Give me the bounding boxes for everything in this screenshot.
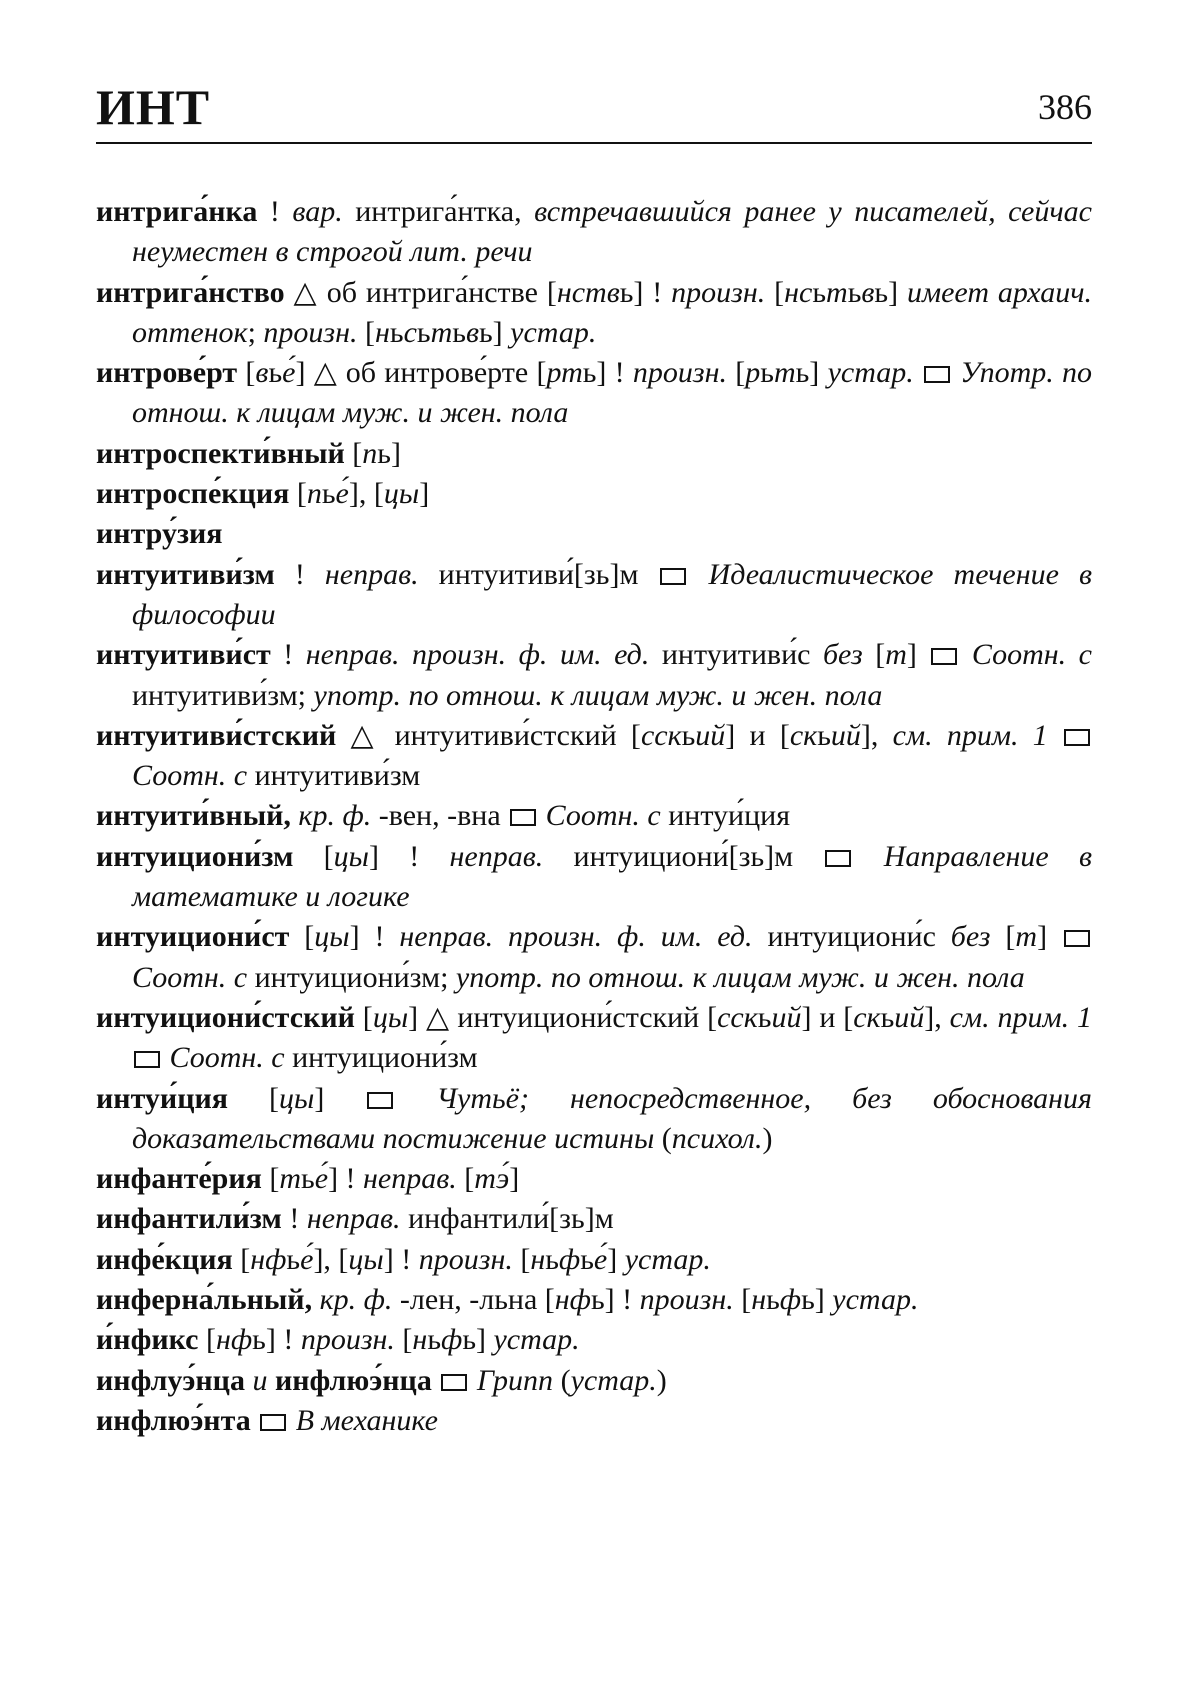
- italic-text: цы: [333, 839, 369, 873]
- definition-box-icon: [931, 648, 957, 665]
- entry-text: ]: [408, 1000, 427, 1034]
- dictionary-entry: [96, 1361, 1092, 1401]
- triangle-icon: △: [426, 1000, 458, 1034]
- entry-text: ] !: [383, 1242, 419, 1276]
- italic-text: цы: [279, 1081, 315, 1115]
- entry-text: [: [394, 1323, 413, 1357]
- entry-text: интуитиви́зм;: [132, 678, 314, 712]
- italic-text: т: [773, 356, 796, 390]
- headword: интуитиви́зм: [96, 557, 275, 591]
- italic-text: ий: [695, 718, 726, 752]
- definition-box-icon: [660, 568, 686, 585]
- definition-box-icon: [1064, 930, 1090, 947]
- entry-text: [432, 1364, 440, 1397]
- italic-text: устар.: [832, 1283, 919, 1317]
- entry-text: [: [765, 275, 785, 309]
- entry-text: [395, 1082, 436, 1115]
- entry-text: [959, 638, 972, 671]
- headword: и́нфикс: [96, 1323, 199, 1357]
- page-header: [96, 78, 1092, 144]
- definition-box-icon: [134, 1051, 160, 1068]
- entry-text: ], [: [313, 1242, 349, 1276]
- italic-text: н: [530, 1242, 546, 1276]
- entry-text: ь: [268, 356, 283, 390]
- entry-text: [: [237, 356, 256, 390]
- italic-text: нс: [784, 275, 813, 309]
- dictionary-entry: [96, 1199, 1092, 1239]
- entry-text: ь: [286, 1242, 301, 1276]
- entry-text: !: [270, 638, 306, 672]
- italic-text: е́: [335, 477, 349, 511]
- headword: интуитиви́стский: [96, 718, 337, 752]
- entry-text: ь: [452, 315, 466, 349]
- entry-text: !: [274, 557, 325, 591]
- entry-text: ь: [847, 275, 862, 309]
- dictionary-entry: [96, 796, 1092, 836]
- entry-text: [: [289, 477, 307, 511]
- italic-text: сск: [717, 1000, 758, 1034]
- entry-text: [: [228, 1081, 279, 1115]
- headword: инфе́кция: [96, 1242, 233, 1276]
- dictionary-entry: [96, 998, 1092, 1079]
- italic-text: е́: [282, 356, 296, 390]
- italic-text: произн.: [632, 356, 728, 390]
- italic-text: нф: [250, 1242, 287, 1276]
- italic-text: е́: [300, 1242, 314, 1276]
- page-number: 386: [1038, 87, 1092, 127]
- headword: интуитиви́ст: [96, 638, 271, 672]
- entry-text: ь: [580, 1242, 594, 1276]
- italic-text: п: [306, 477, 322, 511]
- italic-text: ск: [789, 718, 818, 752]
- italic-text: употр. по отнош. к лицам муж. и жен. пола: [313, 678, 883, 712]
- italic-text: произн.: [300, 1323, 395, 1357]
- headword: интроспе́кция: [96, 477, 290, 511]
- definition-box-icon: [260, 1414, 286, 1431]
- entry-text: интуициони́с: [752, 920, 951, 954]
- italic-text: ск: [853, 1000, 881, 1034]
- entry-text: [: [546, 275, 557, 309]
- italic-text: в: [255, 356, 269, 390]
- italic-text: Идеалистическое течение в философии: [132, 557, 1093, 631]
- italic-text: Направление в математике и логике: [132, 839, 1093, 914]
- entry-text: ь]: [462, 1323, 494, 1357]
- definition-box-icon: [924, 366, 950, 383]
- entry-text: ]: [1037, 920, 1062, 954]
- italic-text: ф: [779, 1283, 802, 1317]
- entry-text: ь] !: [590, 1283, 640, 1317]
- headword: интуициони́ст: [96, 920, 290, 954]
- triangle-icon: △: [336, 718, 395, 752]
- entry-text: [: [727, 356, 746, 390]
- italic-text: без: [822, 638, 863, 672]
- headword: интуициони́зм: [96, 839, 294, 873]
- entry-text: [: [354, 1000, 373, 1034]
- entry-text: интрига́нтка,: [342, 195, 535, 228]
- headword: интуи́ция: [96, 1081, 228, 1115]
- entry-text: [853, 840, 883, 873]
- italic-text: употр. по отнош. к лицам муж. и жен. пола: [455, 960, 1025, 994]
- entry-text: [: [289, 920, 315, 954]
- italic-text: с: [403, 315, 417, 349]
- entry-text: [312, 1283, 320, 1316]
- italic-text: произн.: [418, 1242, 513, 1276]
- entry-text: ]: [295, 356, 314, 390]
- italic-text: Чутьё; непосредственное, без обоснования доказательствами постижение истины: [132, 1081, 1092, 1155]
- definition-box-icon: [1064, 729, 1090, 746]
- entry-text: (: [654, 1121, 672, 1155]
- italic-text: Грипп: [476, 1363, 554, 1397]
- entry-text: ь: [321, 477, 336, 511]
- entry-text: ] и [: [725, 718, 790, 752]
- headword: интуити́вный,: [96, 799, 291, 833]
- italic-text: цы: [348, 1242, 384, 1276]
- triangle-icon: △: [313, 356, 346, 390]
- italic-text: рт: [546, 356, 583, 390]
- italic-text: психол.: [671, 1121, 763, 1155]
- entry-text: ь: [545, 1242, 559, 1276]
- italic-text: ф: [558, 1242, 581, 1276]
- headword: инфлуэ́нца: [96, 1363, 245, 1397]
- entry-text: [688, 558, 708, 591]
- entry-text: ь]: [874, 275, 907, 309]
- entry-list: [96, 192, 1092, 1441]
- entry-text: ь] !: [252, 1323, 301, 1357]
- entry-text: [288, 1404, 296, 1437]
- headword: интуициони́стский: [96, 1000, 355, 1034]
- italic-text: произн.: [671, 275, 766, 309]
- entry-text: ]: [906, 638, 930, 672]
- entry-text: ь: [681, 718, 696, 752]
- italic-text: Употр. по отнош. к лицам муж. и жен. пола: [132, 356, 1093, 430]
- dictionary-entry: [96, 1401, 1092, 1441]
- entry-text: !: [257, 195, 293, 228]
- italic-text: ий: [894, 1000, 925, 1034]
- entry-text: ]: [607, 1242, 625, 1276]
- entry-text: ]: [419, 477, 430, 511]
- italic-text: в: [465, 315, 479, 349]
- italic-text: п: [362, 436, 378, 470]
- dictionary-entry: [96, 716, 1092, 797]
- entry-text: интуициони́зм: [284, 1041, 478, 1075]
- dictionary-entry: [96, 555, 1092, 636]
- dictionary-entry: [96, 434, 1092, 474]
- header-rule: [96, 142, 1092, 144]
- running-head: ИНТ: [96, 79, 211, 135]
- dictionary-entry: [96, 837, 1092, 918]
- italic-text: устар.: [510, 315, 597, 349]
- italic-text: кр. ф.: [319, 1283, 393, 1317]
- entry-text: ]: [509, 1162, 520, 1196]
- entry-text: ] !: [349, 920, 400, 954]
- dictionary-entry: [96, 1320, 1092, 1360]
- dictionary-entry: [96, 1079, 1092, 1160]
- entry-text: ): [656, 1363, 667, 1397]
- entry-text: ],: [860, 718, 893, 752]
- entry-text: об интрига́нстве: [326, 275, 547, 309]
- entry-text: ь: [757, 1000, 772, 1034]
- italic-text: т: [885, 638, 907, 672]
- definition-box-icon: [825, 850, 851, 867]
- italic-text: Соотн. с: [545, 799, 661, 833]
- dictionary-entry: [96, 353, 1092, 434]
- italic-text: без: [950, 920, 991, 954]
- entry-text: [1048, 719, 1062, 752]
- entry-text: ] и [: [801, 1000, 854, 1034]
- italic-text: неправ.: [363, 1162, 457, 1196]
- entry-text: ь]: [377, 436, 401, 470]
- italic-text: Соотн. с: [971, 638, 1092, 672]
- italic-text: неправ.: [449, 839, 544, 873]
- entry-text: [162, 1041, 170, 1074]
- entry-text: ь: [427, 1323, 441, 1357]
- italic-text: произн.: [639, 1283, 734, 1317]
- italic-text: н: [412, 1323, 428, 1357]
- italic-text: ий: [771, 1000, 802, 1034]
- entry-text: [469, 1364, 477, 1397]
- italic-text: нф: [554, 1283, 591, 1317]
- entry-text: интуи́ция: [660, 799, 791, 833]
- entry-text: [914, 356, 922, 389]
- entry-text: [: [733, 1283, 752, 1317]
- italic-text: неправ.: [324, 557, 419, 591]
- italic-text: Соотн. с: [169, 1041, 285, 1075]
- entry-text: -лен, -льна [: [392, 1283, 555, 1317]
- entry-text: ь]: [801, 1283, 833, 1317]
- headword: интроспекти́вный: [96, 436, 345, 470]
- entry-text: ь: [880, 1000, 895, 1034]
- headword: интру́зия: [96, 517, 223, 551]
- italic-text: произн.: [263, 315, 358, 349]
- italic-text: устар.: [493, 1323, 580, 1357]
- entry-text: [: [357, 315, 375, 349]
- entry-text: ь]м: [750, 839, 824, 873]
- italic-text: е́: [314, 1162, 329, 1196]
- italic-text: т: [279, 1162, 302, 1196]
- entry-text: интуициони́стский [: [457, 1000, 718, 1034]
- entry-text: инфантили́[з: [400, 1202, 572, 1236]
- headword: инфантили́зм: [96, 1202, 282, 1236]
- italic-text: см. прим. 1: [949, 1000, 1093, 1034]
- dictionary-entry: [96, 635, 1092, 716]
- entry-text: интуитиви́зм: [247, 759, 421, 793]
- entry-text: [: [344, 436, 363, 470]
- entry-text: интуициони́[з: [543, 839, 751, 873]
- entry-text: ],: [924, 1000, 950, 1034]
- entry-text: ь] !: [582, 356, 633, 390]
- entry-text: ь]: [478, 315, 511, 349]
- entry-text: (: [553, 1363, 571, 1397]
- entry-text: ь]: [795, 356, 828, 390]
- dictionary-entry: [96, 273, 1092, 354]
- entry-text: [: [990, 920, 1016, 954]
- entry-text: [251, 1404, 259, 1437]
- italic-text: тэ́: [474, 1162, 510, 1196]
- entry-text: [: [232, 1242, 251, 1276]
- definition-box-icon: [441, 1374, 467, 1391]
- entry-text: [: [198, 1323, 216, 1357]
- entry-text: ь: [817, 718, 831, 752]
- headword: интрове́рт: [96, 356, 238, 390]
- headword: инферна́льный,: [96, 1283, 313, 1317]
- italic-text: т: [430, 315, 453, 349]
- definition-box-icon: [367, 1092, 393, 1109]
- definition-box-icon: [510, 809, 536, 826]
- entry-text: ь: [389, 315, 404, 349]
- italic-text: и: [252, 1363, 268, 1397]
- italic-text: встречавшийся ранее у писателей, сейчас неуместен в строгой лит. речи: [132, 195, 1092, 269]
- italic-text: устар.: [827, 356, 914, 390]
- italic-text: нств: [556, 275, 620, 309]
- entry-text: ь]м: [571, 1202, 614, 1236]
- italic-text: р: [745, 356, 761, 390]
- entry-text: ): [762, 1121, 773, 1155]
- entry-text: интуитиви́стский [: [394, 718, 641, 752]
- entry-text: интуитиви́с: [649, 638, 823, 672]
- entry-text: -вен, -вна: [371, 799, 509, 833]
- entry-text: ]: [314, 1081, 366, 1115]
- headword: интрига́нство: [96, 275, 285, 309]
- italic-text: Соотн. с: [132, 960, 248, 994]
- dictionary-entry: [96, 1280, 1092, 1320]
- entry-text: ь: [301, 1162, 315, 1196]
- entry-text: ь]м: [595, 557, 659, 591]
- headword: инфлюэ́нца: [274, 1363, 432, 1397]
- italic-text: цы: [372, 1000, 409, 1034]
- italic-text: неправ. произн. ф. им. ед.: [305, 638, 650, 672]
- italic-text: ф: [441, 1323, 463, 1357]
- entry-text: ] !: [369, 839, 450, 873]
- dictionary-entry: [96, 514, 1092, 554]
- italic-text: Соотн. с: [132, 759, 248, 793]
- entry-text: ь] !: [619, 275, 672, 309]
- entry-text: [: [512, 1242, 531, 1276]
- italic-text: В механике: [295, 1403, 438, 1437]
- dictionary-entry: [96, 474, 1092, 514]
- dictionary-entry: [96, 1159, 1092, 1199]
- dictionary-entry: [96, 917, 1092, 998]
- dictionary-entry: [96, 192, 1092, 273]
- italic-text: е́: [593, 1242, 608, 1276]
- italic-text: в: [861, 275, 875, 309]
- headword: инфанте́рия: [96, 1162, 262, 1196]
- entry-text: ь: [760, 356, 774, 390]
- dictionary-entry: [96, 1240, 1092, 1280]
- italic-text: цы: [383, 477, 420, 511]
- italic-text: вар.: [292, 195, 343, 228]
- entry-text: ] !: [328, 1162, 364, 1196]
- italic-text: устар.: [570, 1363, 657, 1397]
- italic-text: см. прим. 1: [892, 718, 1048, 752]
- entry-text: [: [261, 1162, 280, 1196]
- headword: интрига́нка: [96, 195, 258, 228]
- italic-text: т: [826, 275, 848, 309]
- entry-text: интуициони́зм;: [247, 960, 456, 994]
- triangle-icon: △: [284, 275, 327, 309]
- entry-text: [: [293, 839, 334, 873]
- entry-text: ;: [247, 315, 264, 349]
- italic-text: устар.: [624, 1242, 711, 1276]
- italic-text: н: [751, 1283, 767, 1317]
- italic-text: неправ.: [306, 1202, 401, 1236]
- entry-text: ь: [812, 275, 827, 309]
- italic-text: кр. ф.: [298, 799, 372, 833]
- italic-text: неправ. произн. ф. им. ед.: [399, 920, 753, 954]
- entry-text: интуитиви́[з: [418, 557, 596, 591]
- entry-text: [267, 1364, 275, 1397]
- italic-text: сск: [640, 718, 682, 752]
- entry-text: ь: [416, 315, 431, 349]
- entry-text: об интрове́рте [: [345, 356, 547, 390]
- italic-text: цы: [314, 920, 350, 954]
- italic-text: ий: [830, 718, 861, 752]
- entry-text: ь: [766, 1283, 780, 1317]
- italic-text: имеет архаич. оттенок: [132, 275, 1093, 349]
- entry-text: ], [: [348, 477, 384, 511]
- italic-text: т: [1015, 920, 1038, 954]
- entry-text: [538, 799, 546, 832]
- entry-text: [: [456, 1162, 475, 1196]
- entry-text: [: [862, 638, 886, 672]
- italic-text: н: [375, 315, 390, 349]
- italic-text: нф: [215, 1323, 253, 1357]
- headword: инфлюэ́нта: [96, 1403, 251, 1437]
- entry-text: !: [281, 1202, 307, 1236]
